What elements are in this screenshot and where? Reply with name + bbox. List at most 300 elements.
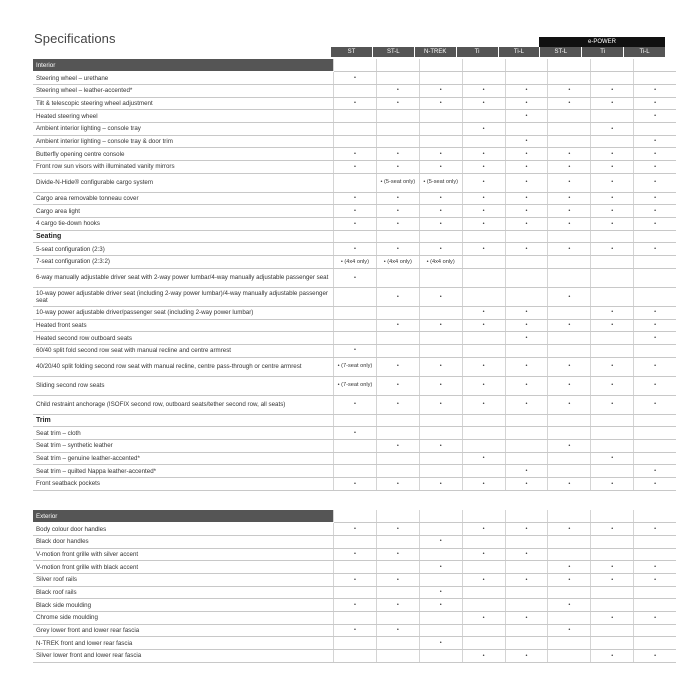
availability-cell: [591, 287, 634, 306]
availability-cell: [462, 465, 505, 478]
availability-cell: [419, 465, 462, 478]
availability-cell: [591, 332, 634, 345]
column-header-row: [33, 47, 665, 57]
availability-cell: [376, 650, 419, 663]
availability-cell: [634, 599, 676, 612]
column-header: Ti-L: [498, 47, 540, 57]
availability-cell: •: [591, 97, 634, 110]
availability-cell: [548, 110, 591, 123]
availability-cell: [334, 650, 377, 663]
availability-cell: •: [505, 612, 548, 625]
availability-cell: •: [419, 439, 462, 452]
availability-cell: •: [376, 218, 419, 231]
availability-cell: •: [548, 161, 591, 174]
availability-cell: •: [634, 395, 676, 414]
availability-cell: [591, 510, 634, 523]
feature-row: [33, 465, 676, 478]
availability-cell: [334, 439, 377, 452]
availability-cell: •: [334, 205, 377, 218]
feature-row: [33, 650, 676, 663]
availability-cell: •: [334, 97, 377, 110]
interior-spec-table: [33, 59, 676, 491]
feature-row: [33, 306, 676, 319]
availability-cell: •: [376, 376, 419, 395]
feature-row: [33, 218, 676, 231]
availability-cell: [548, 427, 591, 440]
availability-cell: [548, 135, 591, 148]
availability-cell: [591, 535, 634, 548]
availability-cell: [591, 637, 634, 650]
availability-cell: [548, 510, 591, 523]
availability-cell: •: [462, 650, 505, 663]
availability-cell: [591, 624, 634, 637]
availability-cell: [462, 268, 505, 287]
availability-cell: •: [634, 148, 676, 161]
availability-cell: [591, 427, 634, 440]
feature-row: [33, 548, 676, 561]
feature-label: Seat trim – quilted Nappa leather-accented*: [33, 465, 334, 478]
feature-row: [33, 72, 676, 85]
availability-cell: •: [548, 478, 591, 491]
availability-cell: •: [548, 357, 591, 376]
availability-cell: [548, 465, 591, 478]
feature-row: [33, 173, 676, 192]
availability-cell: [548, 344, 591, 357]
column-header: Ti: [456, 47, 498, 57]
availability-cell: •: [376, 523, 419, 536]
availability-cell: •: [462, 612, 505, 625]
availability-cell: [505, 452, 548, 465]
section-title: Exterior: [33, 510, 334, 523]
availability-cell: [462, 59, 505, 72]
availability-cell: •: [634, 173, 676, 192]
availability-cell: [419, 612, 462, 625]
availability-cell: •: [548, 173, 591, 192]
feature-row: [33, 148, 676, 161]
availability-cell: [334, 535, 377, 548]
availability-cell: [462, 72, 505, 85]
availability-cell: •: [462, 173, 505, 192]
availability-cell: [505, 72, 548, 85]
column-header: Ti-L: [623, 47, 665, 57]
availability-cell: [334, 332, 377, 345]
availability-cell: [419, 344, 462, 357]
availability-cell: •: [505, 97, 548, 110]
availability-cell: [419, 230, 462, 243]
availability-cell: •: [505, 650, 548, 663]
availability-cell: •: [462, 243, 505, 256]
availability-cell: •: [505, 173, 548, 192]
availability-cell: •: [376, 243, 419, 256]
availability-cell: [462, 599, 505, 612]
column-header: N-TREK: [414, 47, 456, 57]
feature-row: [33, 122, 676, 135]
availability-cell: •: [548, 376, 591, 395]
feature-label: 6-way manually adjustable driver seat with 2-way power lumbar/4-way manually adjustable passenger seat: [33, 268, 334, 287]
availability-cell: •: [548, 523, 591, 536]
availability-cell: •: [462, 84, 505, 97]
availability-cell: •: [634, 478, 676, 491]
availability-cell: •: [634, 243, 676, 256]
availability-cell: [334, 110, 377, 123]
availability-cell: •: [548, 561, 591, 574]
feature-label: Ambient interior lighting – console tray: [33, 122, 334, 135]
availability-cell: •: [591, 395, 634, 414]
availability-cell: •: [462, 97, 505, 110]
availability-cell: [334, 135, 377, 148]
header-spacer: [33, 47, 330, 57]
availability-cell: [462, 344, 505, 357]
availability-cell: •: [505, 465, 548, 478]
availability-cell: •: [548, 84, 591, 97]
availability-cell: [376, 452, 419, 465]
availability-cell: •: [419, 637, 462, 650]
feature-label: Steering wheel – leather-accented*: [33, 84, 334, 97]
availability-cell: [376, 344, 419, 357]
availability-cell: •: [548, 205, 591, 218]
feature-label: Silver lower front and lower rear fascia: [33, 650, 334, 663]
availability-cell: [591, 586, 634, 599]
feature-row: [33, 612, 676, 625]
availability-cell: [548, 230, 591, 243]
availability-cell: •: [548, 148, 591, 161]
availability-cell: •: [591, 122, 634, 135]
availability-cell: [419, 414, 462, 427]
epower-group-header: e-POWER: [539, 37, 665, 47]
availability-cell: • (4x4 only): [419, 256, 462, 269]
availability-cell: [376, 465, 419, 478]
availability-cell: •: [462, 218, 505, 231]
column-header: ST: [330, 47, 372, 57]
availability-cell: • (5-seat only): [376, 173, 419, 192]
availability-cell: [634, 344, 676, 357]
availability-cell: •: [591, 319, 634, 332]
availability-cell: •: [334, 523, 377, 536]
availability-cell: •: [591, 161, 634, 174]
feature-label: Heated front seats: [33, 319, 334, 332]
availability-cell: •: [591, 306, 634, 319]
availability-cell: •: [591, 243, 634, 256]
availability-cell: •: [376, 478, 419, 491]
availability-cell: •: [419, 586, 462, 599]
availability-cell: [505, 344, 548, 357]
availability-cell: [548, 256, 591, 269]
availability-cell: •: [334, 192, 377, 205]
availability-cell: •: [591, 478, 634, 491]
availability-cell: •: [462, 306, 505, 319]
availability-cell: [419, 624, 462, 637]
availability-cell: [334, 59, 377, 72]
availability-cell: [419, 306, 462, 319]
feature-row: [33, 637, 676, 650]
availability-cell: [334, 414, 377, 427]
availability-cell: [548, 414, 591, 427]
availability-cell: •: [505, 523, 548, 536]
availability-cell: •: [376, 161, 419, 174]
availability-cell: [462, 510, 505, 523]
availability-cell: [334, 465, 377, 478]
availability-cell: •: [591, 84, 634, 97]
availability-cell: •: [376, 205, 419, 218]
availability-cell: [505, 510, 548, 523]
feature-label: 10-way power adjustable driver seat (including 2-way power lumbar)/4-way manually adjustable passenger seat: [33, 287, 334, 306]
availability-cell: •: [419, 376, 462, 395]
availability-cell: •: [505, 332, 548, 345]
availability-cell: • (7-seat only): [334, 376, 377, 395]
availability-cell: [462, 427, 505, 440]
availability-cell: [634, 439, 676, 452]
feature-row: [33, 319, 676, 332]
availability-cell: [634, 256, 676, 269]
availability-cell: [334, 84, 377, 97]
availability-cell: [419, 332, 462, 345]
feature-row: [33, 535, 676, 548]
availability-cell: •: [591, 376, 634, 395]
availability-cell: •: [462, 452, 505, 465]
availability-cell: • (4x4 only): [376, 256, 419, 269]
availability-cell: [419, 59, 462, 72]
subsection-row: [33, 230, 676, 243]
feature-row: [33, 586, 676, 599]
availability-cell: [419, 548, 462, 561]
availability-cell: •: [591, 205, 634, 218]
availability-cell: •: [634, 110, 676, 123]
availability-cell: [548, 452, 591, 465]
availability-cell: •: [591, 650, 634, 663]
feature-label: 5-seat configuration (2:3): [33, 243, 334, 256]
feature-row: [33, 332, 676, 345]
availability-cell: [634, 624, 676, 637]
availability-cell: •: [334, 344, 377, 357]
availability-cell: •: [462, 548, 505, 561]
feature-label: Black side moulding: [33, 599, 334, 612]
feature-label: Grey lower front and lower rear fascia: [33, 624, 334, 637]
availability-cell: [505, 637, 548, 650]
availability-cell: •: [548, 218, 591, 231]
feature-label: 60/40 split fold second row seat with manual recline and centre armrest: [33, 344, 334, 357]
availability-cell: •: [505, 148, 548, 161]
availability-cell: [419, 427, 462, 440]
availability-cell: •: [591, 523, 634, 536]
availability-cell: •: [419, 319, 462, 332]
availability-cell: •: [505, 357, 548, 376]
feature-label: Steering wheel – urethane: [33, 72, 334, 85]
availability-cell: •: [591, 148, 634, 161]
availability-cell: [334, 561, 377, 574]
feature-label: Heated second row outboard seats: [33, 332, 334, 345]
feature-label: Seat trim – synthetic leather: [33, 439, 334, 452]
availability-cell: [462, 535, 505, 548]
availability-cell: •: [634, 573, 676, 586]
availability-cell: •: [505, 110, 548, 123]
availability-cell: •: [462, 192, 505, 205]
availability-cell: •: [376, 573, 419, 586]
availability-cell: [548, 72, 591, 85]
feature-label: Front seatback pockets: [33, 478, 334, 491]
availability-cell: •: [462, 573, 505, 586]
availability-cell: •: [548, 319, 591, 332]
availability-cell: [376, 72, 419, 85]
availability-cell: •: [462, 319, 505, 332]
availability-cell: [548, 59, 591, 72]
feature-row: [33, 344, 676, 357]
section-title: Interior: [33, 59, 334, 72]
availability-cell: •: [591, 357, 634, 376]
availability-cell: •: [334, 427, 377, 440]
feature-label: Silver roof rails: [33, 573, 334, 586]
availability-cell: [462, 586, 505, 599]
availability-cell: [634, 586, 676, 599]
availability-cell: [591, 110, 634, 123]
availability-cell: •: [505, 306, 548, 319]
availability-cell: •: [419, 148, 462, 161]
availability-cell: [376, 110, 419, 123]
feature-row: [33, 256, 676, 269]
feature-label: Body colour door handles: [33, 523, 334, 536]
availability-cell: [376, 230, 419, 243]
availability-cell: [419, 135, 462, 148]
availability-cell: •: [591, 452, 634, 465]
availability-cell: • (5-seat only): [419, 173, 462, 192]
availability-cell: •: [419, 218, 462, 231]
availability-cell: •: [419, 97, 462, 110]
availability-cell: [376, 135, 419, 148]
feature-row: [33, 205, 676, 218]
availability-cell: [591, 344, 634, 357]
feature-row: [33, 573, 676, 586]
availability-cell: [505, 122, 548, 135]
feature-row: [33, 624, 676, 637]
availability-cell: [548, 122, 591, 135]
availability-cell: [419, 510, 462, 523]
availability-cell: •: [591, 561, 634, 574]
availability-cell: •: [334, 573, 377, 586]
availability-cell: [548, 650, 591, 663]
availability-cell: [505, 439, 548, 452]
availability-cell: •: [376, 148, 419, 161]
availability-cell: •: [505, 192, 548, 205]
availability-cell: •: [376, 357, 419, 376]
availability-cell: •: [505, 478, 548, 491]
availability-cell: •: [462, 357, 505, 376]
availability-cell: [505, 561, 548, 574]
availability-cell: •: [548, 97, 591, 110]
availability-cell: [334, 612, 377, 625]
availability-cell: [462, 110, 505, 123]
feature-row: [33, 439, 676, 452]
feature-label: Heated steering wheel: [33, 110, 334, 123]
availability-cell: [462, 561, 505, 574]
availability-cell: •: [634, 135, 676, 148]
availability-cell: [334, 637, 377, 650]
availability-cell: [591, 414, 634, 427]
availability-cell: •: [634, 332, 676, 345]
subsection-title: Trim: [33, 414, 334, 427]
availability-cell: [462, 637, 505, 650]
availability-cell: •: [376, 287, 419, 306]
availability-cell: •: [419, 535, 462, 548]
availability-cell: • (4x4 only): [334, 256, 377, 269]
availability-cell: •: [548, 599, 591, 612]
availability-cell: [548, 612, 591, 625]
availability-cell: •: [634, 205, 676, 218]
availability-cell: [334, 510, 377, 523]
feature-label: Sliding second row seats: [33, 376, 334, 395]
availability-cell: [419, 452, 462, 465]
availability-cell: [634, 548, 676, 561]
availability-cell: •: [548, 439, 591, 452]
feature-label: V-motion front grille with black accent: [33, 561, 334, 574]
feature-row: [33, 268, 676, 287]
feature-label: Tilt & telescopic steering wheel adjustment: [33, 97, 334, 110]
feature-row: [33, 243, 676, 256]
availability-cell: •: [548, 573, 591, 586]
availability-cell: [376, 427, 419, 440]
availability-cell: [376, 586, 419, 599]
availability-cell: •: [462, 478, 505, 491]
availability-cell: •: [634, 650, 676, 663]
availability-cell: [419, 72, 462, 85]
availability-cell: [591, 135, 634, 148]
availability-cell: [505, 230, 548, 243]
feature-row: [33, 376, 676, 395]
availability-cell: [634, 268, 676, 287]
feature-label: Butterfly opening centre console: [33, 148, 334, 161]
feature-label: 4 cargo tie-down hooks: [33, 218, 334, 231]
feature-label: Cargo area removable tonneau cover: [33, 192, 334, 205]
availability-cell: [634, 230, 676, 243]
availability-cell: •: [419, 561, 462, 574]
availability-cell: [505, 256, 548, 269]
availability-cell: [548, 637, 591, 650]
feature-label: 40/20/40 split folding second row seat with manual recline, centre pass-through or centre armrest: [33, 357, 334, 376]
availability-cell: [591, 256, 634, 269]
availability-cell: [591, 268, 634, 287]
availability-cell: •: [419, 161, 462, 174]
availability-cell: •: [548, 287, 591, 306]
feature-row: [33, 478, 676, 491]
availability-cell: [419, 122, 462, 135]
availability-cell: [376, 637, 419, 650]
availability-cell: [462, 439, 505, 452]
availability-cell: •: [376, 624, 419, 637]
availability-cell: [376, 332, 419, 345]
feature-row: [33, 192, 676, 205]
availability-cell: [376, 306, 419, 319]
feature-label: Divide-N-Hide® configurable cargo system: [33, 173, 334, 192]
availability-cell: •: [334, 624, 377, 637]
availability-cell: •: [419, 478, 462, 491]
availability-cell: [548, 306, 591, 319]
availability-cell: [548, 548, 591, 561]
feature-label: Ambient interior lighting – console tray & door trim: [33, 135, 334, 148]
feature-label: Seat trim – cloth: [33, 427, 334, 440]
availability-cell: •: [634, 306, 676, 319]
feature-label: Child restraint anchorage (ISOFIX second row, outboard seats/tether second row, all seats): [33, 395, 334, 414]
availability-cell: •: [634, 357, 676, 376]
feature-row: [33, 395, 676, 414]
availability-cell: [634, 287, 676, 306]
availability-cell: [376, 122, 419, 135]
availability-cell: •: [591, 192, 634, 205]
feature-row: [33, 84, 676, 97]
availability-cell: [419, 110, 462, 123]
availability-cell: •: [505, 218, 548, 231]
availability-cell: •: [376, 599, 419, 612]
page-title: Specifications: [34, 31, 116, 46]
column-header: ST-L: [372, 47, 414, 57]
availability-cell: •: [334, 161, 377, 174]
